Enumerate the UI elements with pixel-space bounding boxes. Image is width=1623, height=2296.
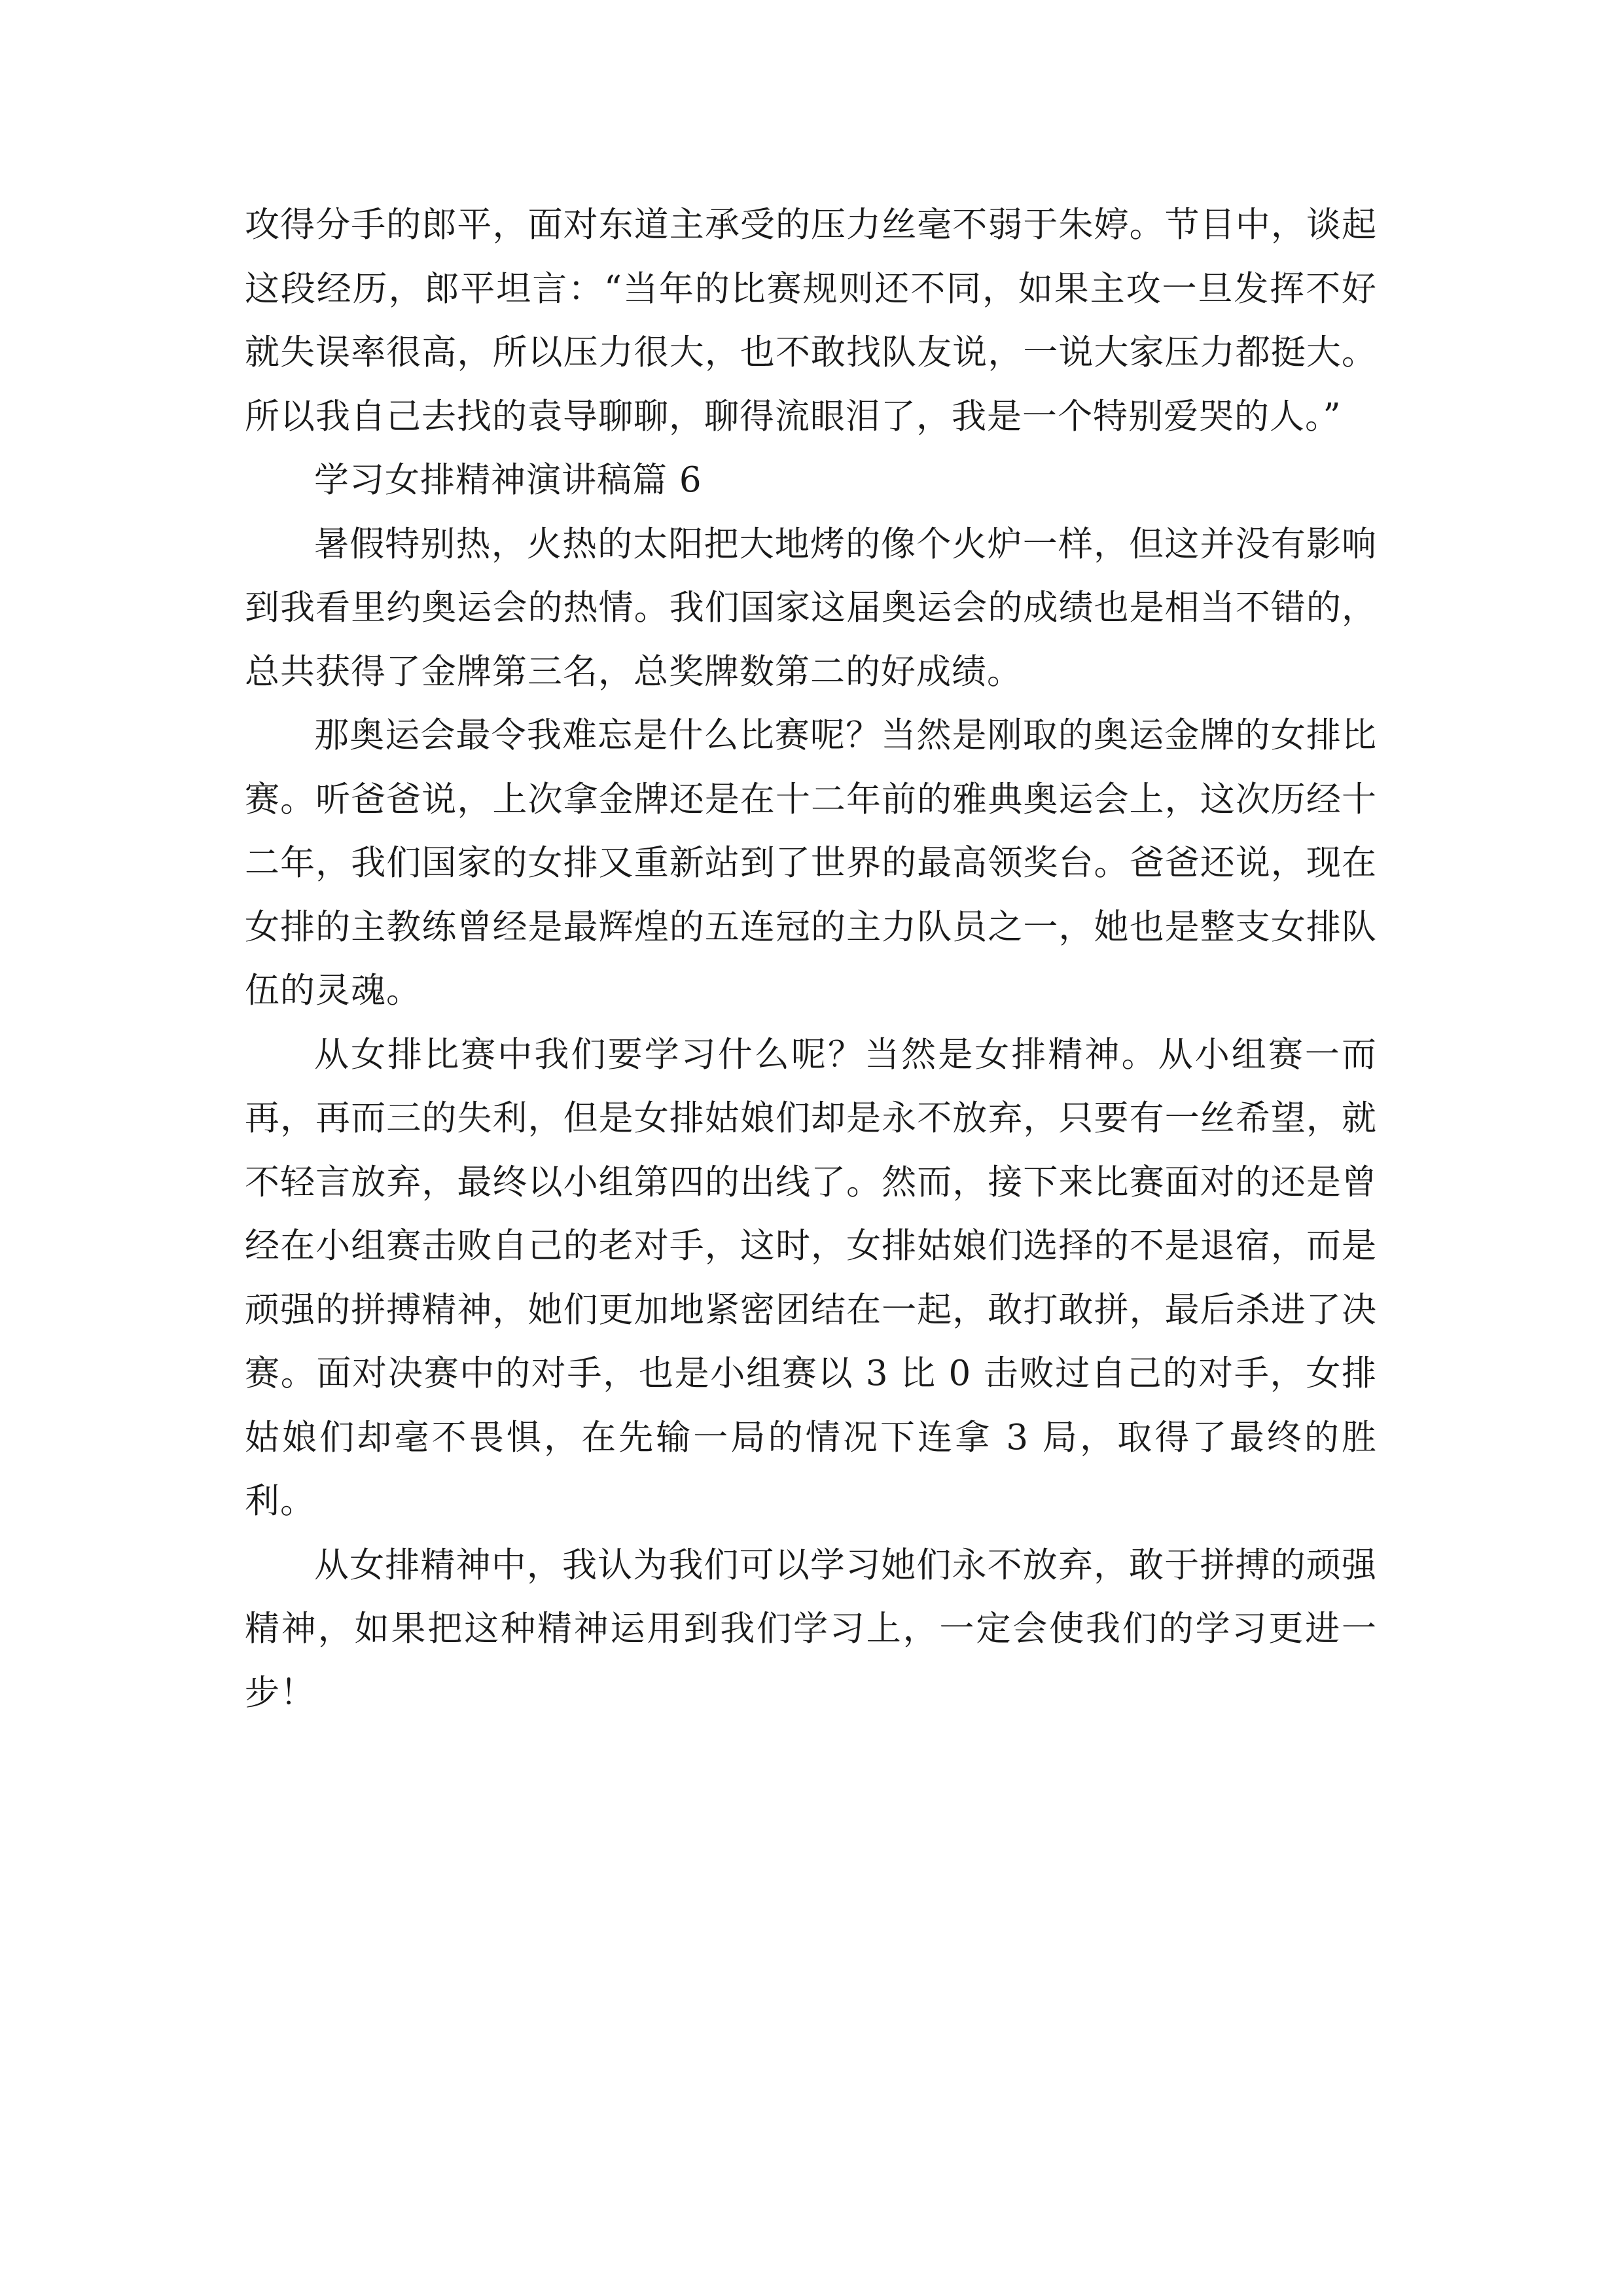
paragraph: 从女排比赛中我们要学习什么呢？当然是女排精神。从小组赛一而再，再而三的失利，但是女排姑娘们却是永不放弃，只要有一丝希望，就不轻言放弃，最终以小组第四的出线了。然而，接下来比赛面对的还是曾经在小组赛击败自己的老对手，这时，女排姑娘们选择的不是退宿，而是顽强的拼搏精神，她们更加地紧密团结在一起，敢打敢拼，最后杀进了决赛。面对决赛中的对手，也是小组赛以 3 比 0 击败过自己的对手，女排姑娘们却毫不畏惧，在先输一局的情况下连拿 3 局，取得了最终的胜利。 bbox=[245, 1034, 1377, 1521]
paragraph: 那奥运会最令我难忘是什么比赛呢？当然是刚取的奥运金牌的女排比赛。听爸爸说，上次拿金牌还是在十二年前的雅典奥运会上，这次历经十二年，我们国家的女排又重新站到了世界的最高领奖台。爸爸还说，现在女排的主教练曾经是最辉煌的五连冠的主力队员之一，她也是整支女排队伍的灵魂。 bbox=[245, 715, 1377, 1011]
paragraph: 从女排精神中，我认为我们可以学习她们永不放弃，敢于拼搏的顽强精神，如果把这种精神运用到我们学习上，一定会使我们的学习更进一步！ bbox=[245, 1545, 1377, 1713]
paragraph: 暑假特别热，火热的太阳把大地烤的像个火炉一样，但这并没有影响到我看里约奥运会的热情。我们国家这届奥运会的成绩也是相当不错的，总共获得了金牌第三名，总奖牌数第二的好成绩。 bbox=[245, 524, 1377, 692]
document-body bbox=[245, 193, 1377, 1725]
section-heading: 学习女排精神演讲稿篇 6 bbox=[314, 460, 702, 500]
paragraph-continuation: 攻得分手的郎平，面对东道主承受的压力丝毫不弱于朱婷。节目中，谈起这段经历，郎平坦言：“当年的比赛规则还不同，如果主攻一旦发挥不好就失误率很高，所以压力很大，也不敢找队友说，一说大家压力都挺大。所以我自己去找的袁导聊聊，聊得流眼泪了，我是一个特别爱哭的人。” bbox=[245, 205, 1377, 437]
